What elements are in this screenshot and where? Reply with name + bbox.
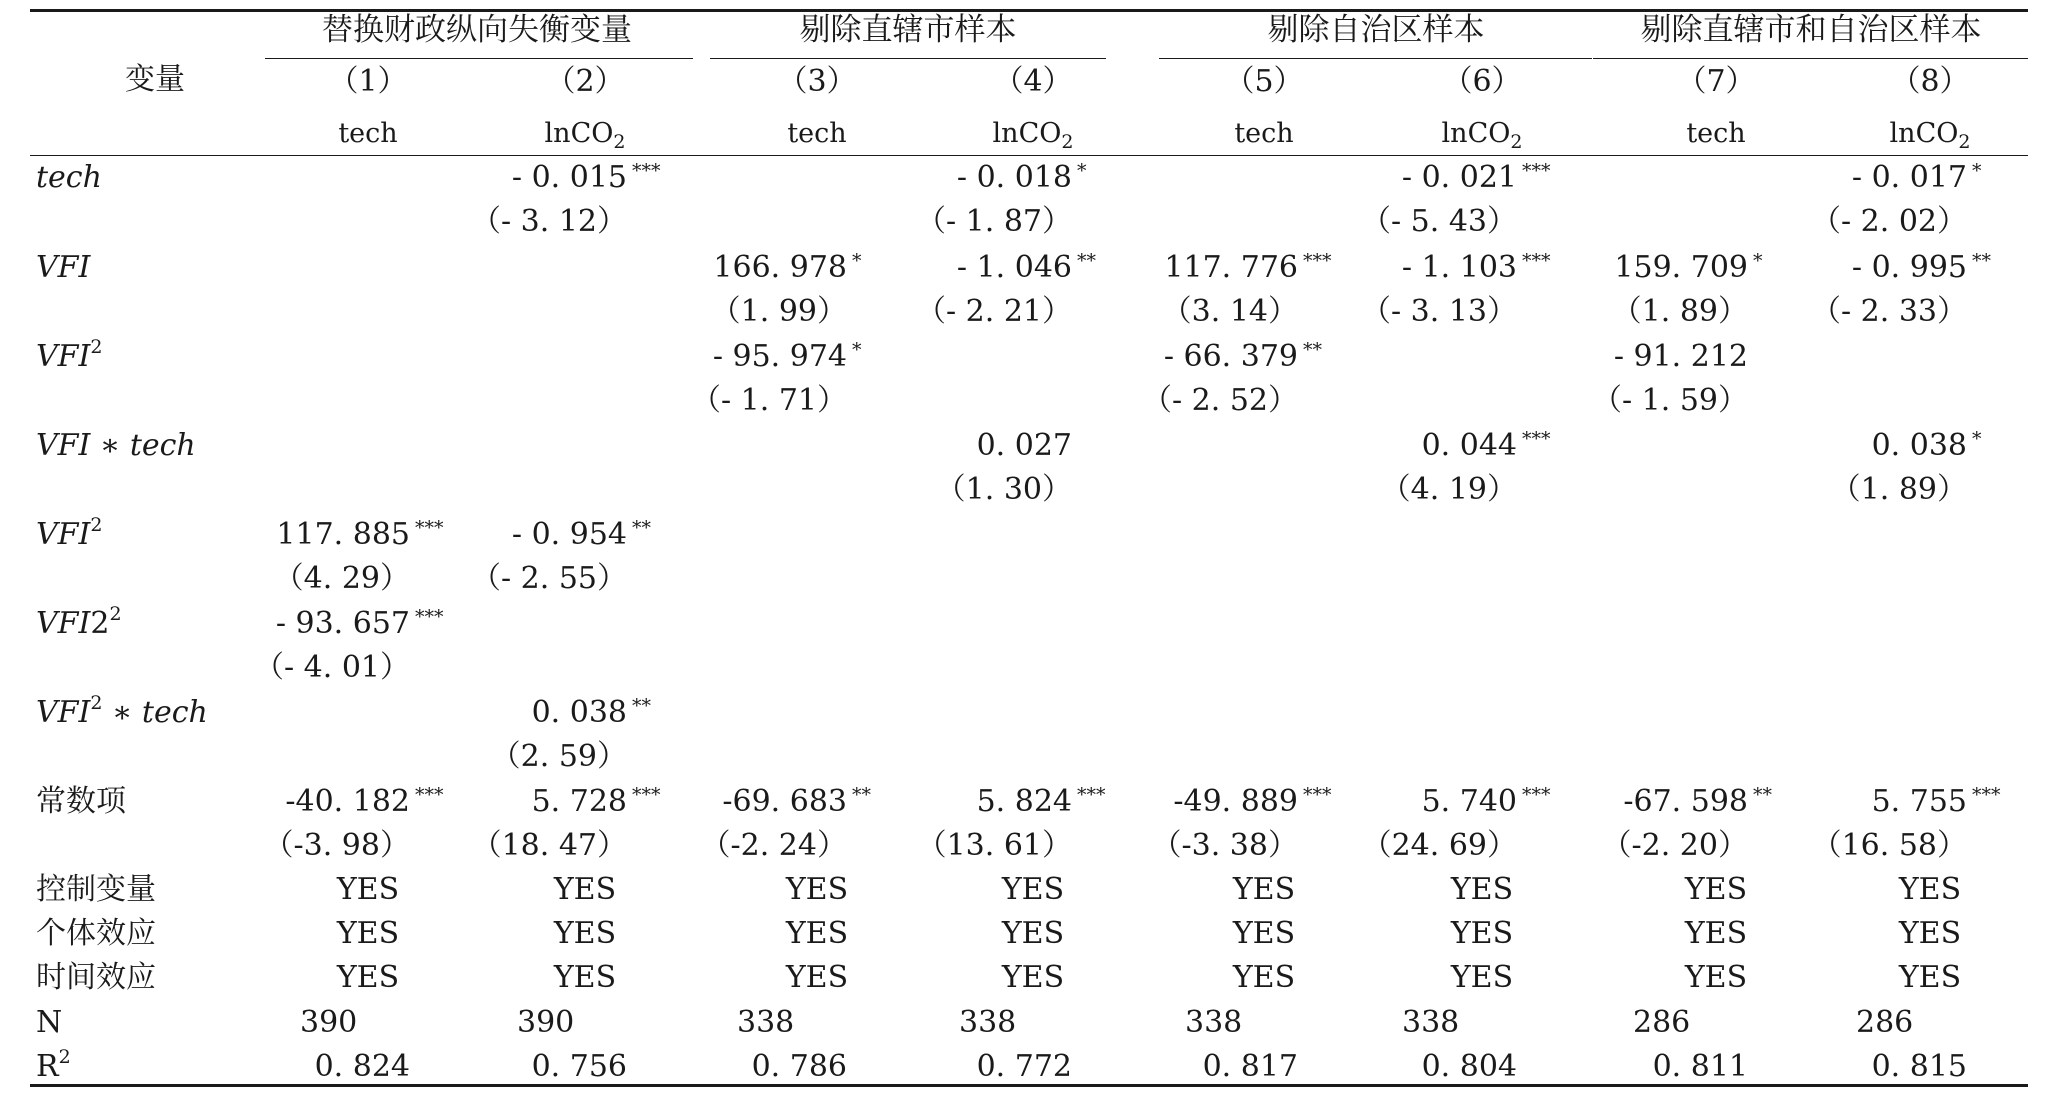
significance-stars: *** xyxy=(1303,250,1332,272)
t-statistic: （-2. 24） xyxy=(700,828,847,863)
header-column-number: （3） xyxy=(777,64,857,99)
coefficient-value: - 95. 974 xyxy=(712,339,847,374)
coefficient-value: - 1. 046 xyxy=(956,250,1072,285)
coefficient-value: 5. 755 xyxy=(1871,784,1967,819)
header-group-4: 剔除直辖市和自治区样本 xyxy=(1640,12,1982,48)
r2-value: 0. 824 xyxy=(314,1049,410,1084)
control-value: YES xyxy=(785,960,849,995)
t-statistic: （18. 47） xyxy=(471,828,627,863)
control-value: YES xyxy=(1684,916,1748,951)
header-group-rule-2 xyxy=(710,58,1106,59)
header-column-number: （2） xyxy=(545,64,625,99)
significance-stars: ** xyxy=(632,695,651,717)
control-value: YES xyxy=(1232,916,1296,951)
coefficient-value: 117. 776 xyxy=(1164,250,1298,285)
t-statistic: （13. 61） xyxy=(916,828,1072,863)
control-value: YES xyxy=(1001,916,1065,951)
control-value: YES xyxy=(553,916,617,951)
significance-stars: * xyxy=(852,250,862,272)
coefficient-value: 117. 885 xyxy=(276,517,410,552)
significance-stars: *** xyxy=(1077,784,1106,806)
coefficient-value: - 0. 018 xyxy=(956,160,1072,195)
coefficient-value: -67. 598 xyxy=(1623,784,1748,819)
control-row-label: 控制变量 xyxy=(36,872,156,907)
header-column-number: （5） xyxy=(1224,64,1304,99)
n-value: 390 xyxy=(517,1005,575,1040)
control-value: YES xyxy=(336,960,400,995)
t-statistic: （-2. 20） xyxy=(1601,828,1748,863)
coefficient-value: 166. 978 xyxy=(713,250,847,285)
significance-stars: *** xyxy=(1303,784,1332,806)
n-value: 390 xyxy=(300,1005,358,1040)
coefficient-value: 0. 038 xyxy=(531,695,627,730)
coefficient-value: 0. 027 xyxy=(976,428,1072,463)
header-group-3: 剔除自治区样本 xyxy=(1267,12,1485,48)
control-value: YES xyxy=(785,872,849,907)
significance-stars: * xyxy=(1077,160,1087,182)
n-value: 338 xyxy=(1402,1005,1460,1040)
t-statistic: （- 2. 02） xyxy=(1810,204,1967,239)
t-statistic: （4. 29） xyxy=(273,561,410,596)
t-statistic: （-3. 98） xyxy=(263,828,410,863)
t-statistic: （- 2. 52） xyxy=(1141,383,1298,418)
t-statistic: （- 3. 12） xyxy=(470,204,627,239)
header-column-number: （6） xyxy=(1442,64,1522,99)
t-statistic: （- 1. 59） xyxy=(1591,383,1748,418)
significance-stars: ** xyxy=(1077,250,1096,272)
significance-stars: *** xyxy=(1522,784,1551,806)
r2-row-label: $R^2$ xyxy=(36,1046,71,1084)
significance-stars: *** xyxy=(1522,428,1551,450)
header-group-rule-4 xyxy=(1593,58,2028,59)
row-label: VFI$^2$ xyxy=(36,336,103,374)
significance-stars: ** xyxy=(1303,339,1322,361)
t-statistic: （- 2. 55） xyxy=(470,561,627,596)
significance-stars: ** xyxy=(852,784,871,806)
significance-stars: * xyxy=(1972,428,1982,450)
control-value: YES xyxy=(1232,960,1296,995)
coefficient-value: 5. 728 xyxy=(531,784,627,819)
t-statistic: （- 2. 21） xyxy=(915,294,1072,329)
t-statistic: （- 1. 71） xyxy=(690,383,847,418)
r2-value: 0. 756 xyxy=(531,1049,627,1084)
row-label: VFI xyxy=(36,250,91,285)
header-group-rule-1 xyxy=(265,58,693,59)
coefficient-value: - 1. 103 xyxy=(1401,250,1517,285)
t-statistic: （24. 69） xyxy=(1361,828,1517,863)
control-value: YES xyxy=(1450,872,1514,907)
t-statistic: （- 5. 43） xyxy=(1360,204,1517,239)
significance-stars: *** xyxy=(632,160,661,182)
r2-value: 0. 817 xyxy=(1202,1049,1298,1084)
n-value: 338 xyxy=(959,1005,1017,1040)
coefficient-value: - 0. 021 xyxy=(1401,160,1517,195)
coefficient-value: - 91. 212 xyxy=(1613,339,1748,374)
significance-stars: *** xyxy=(1972,784,2001,806)
control-value: YES xyxy=(1450,960,1514,995)
row-label: tech xyxy=(36,160,102,195)
n-value: 338 xyxy=(1185,1005,1243,1040)
control-value: YES xyxy=(1001,960,1065,995)
significance-stars: *** xyxy=(1522,250,1551,272)
significance-stars: ** xyxy=(1972,250,1991,272)
control-value: YES xyxy=(1684,960,1748,995)
coefficient-value: - 0. 954 xyxy=(511,517,627,552)
control-value: YES xyxy=(553,960,617,995)
control-value: YES xyxy=(1232,872,1296,907)
header-column-number: （1） xyxy=(328,64,408,99)
n-value: 286 xyxy=(1856,1005,1914,1040)
n-row-label: N xyxy=(36,1005,63,1040)
control-value: YES xyxy=(1001,872,1065,907)
t-statistic: （- 1. 87） xyxy=(915,204,1072,239)
r2-value: 0. 772 xyxy=(976,1049,1072,1084)
significance-stars: *** xyxy=(415,606,444,628)
row-label: 常数项 xyxy=(36,784,126,819)
control-value: YES xyxy=(336,872,400,907)
t-statistic: （- 3. 13） xyxy=(1360,294,1517,329)
significance-stars: *** xyxy=(415,517,444,539)
significance-stars: * xyxy=(1972,160,1982,182)
coefficient-value: - 0. 995 xyxy=(1851,250,1967,285)
significance-stars: ** xyxy=(1753,784,1772,806)
header-group-1: 替换财政纵向失衡变量 xyxy=(322,12,632,48)
t-statistic: （-3. 38） xyxy=(1151,828,1298,863)
header-dependent-variable: lnCO$_2$ xyxy=(1889,118,1971,153)
control-row-label: 个体效应 xyxy=(36,916,156,951)
control-value: YES xyxy=(785,916,849,951)
coefficient-value: -49. 889 xyxy=(1173,784,1298,819)
control-value: YES xyxy=(1898,960,1962,995)
n-value: 338 xyxy=(737,1005,795,1040)
coefficient-value: - 93. 657 xyxy=(275,606,410,641)
significance-stars: ** xyxy=(632,517,651,539)
coefficient-value: -40. 182 xyxy=(285,784,410,819)
t-statistic: （1. 89） xyxy=(1830,472,1967,507)
header-dependent-variable: lnCO$_2$ xyxy=(992,118,1074,153)
header-column-number: （4） xyxy=(993,64,1073,99)
control-value: YES xyxy=(1684,872,1748,907)
control-value: YES xyxy=(1898,916,1962,951)
significance-stars: * xyxy=(852,339,862,361)
t-statistic: （1. 99） xyxy=(710,294,847,329)
coefficient-value: - 0. 015 xyxy=(511,160,627,195)
header-rule xyxy=(30,155,2028,156)
coefficient-value: -69. 683 xyxy=(722,784,847,819)
control-value: YES xyxy=(553,872,617,907)
r2-value: 0. 804 xyxy=(1421,1049,1517,1084)
coefficient-value: 0. 038 xyxy=(1871,428,1967,463)
coefficient-value: 159. 709 xyxy=(1614,250,1748,285)
header-dependent-variable: tech xyxy=(787,118,847,149)
header-group-2: 剔除直辖市样本 xyxy=(799,12,1017,48)
row-label: VFI$^2$ ∗ tech xyxy=(36,692,208,730)
t-statistic: （2. 59） xyxy=(490,739,627,774)
header-dependent-variable: tech xyxy=(1686,118,1746,149)
row-label: VFI ∗ tech xyxy=(36,428,196,463)
t-statistic: （4. 19） xyxy=(1380,472,1517,507)
header-group-rule-3 xyxy=(1159,58,1592,59)
t-statistic: （- 4. 01） xyxy=(253,650,410,685)
header-dependent-variable: lnCO$_2$ xyxy=(544,118,626,153)
regression-table xyxy=(30,0,2028,1096)
coefficient-value: - 0. 017 xyxy=(1851,160,1967,195)
r2-value: 0. 815 xyxy=(1871,1049,1967,1084)
control-value: YES xyxy=(336,916,400,951)
control-row-label: 时间效应 xyxy=(36,960,156,995)
row-label: $VFI2^2$ xyxy=(36,603,122,641)
t-statistic: （1. 89） xyxy=(1611,294,1748,329)
control-value: YES xyxy=(1450,916,1514,951)
significance-stars: *** xyxy=(415,784,444,806)
header-dependent-variable: lnCO$_2$ xyxy=(1441,118,1523,153)
header-column-number: （8） xyxy=(1890,64,1970,99)
coefficient-value: 5. 740 xyxy=(1421,784,1517,819)
significance-stars: *** xyxy=(632,784,661,806)
t-statistic: （3. 14） xyxy=(1161,294,1298,329)
header-dependent-variable: tech xyxy=(1234,118,1294,149)
significance-stars: * xyxy=(1753,250,1763,272)
header-dependent-variable: tech xyxy=(338,118,398,149)
t-statistic: （16. 58） xyxy=(1811,828,1967,863)
header-variable-label: 变量 xyxy=(125,62,185,97)
t-statistic: （1. 30） xyxy=(935,472,1072,507)
t-statistic: （- 2. 33） xyxy=(1810,294,1967,329)
r2-value: 0. 811 xyxy=(1652,1049,1748,1084)
row-label: VFI$^2$ xyxy=(36,514,103,552)
coefficient-value: 5. 824 xyxy=(976,784,1072,819)
coefficient-value: 0. 044 xyxy=(1421,428,1517,463)
header-column-number: （7） xyxy=(1676,64,1756,99)
r2-value: 0. 786 xyxy=(751,1049,847,1084)
control-value: YES xyxy=(1898,872,1962,907)
significance-stars: *** xyxy=(1522,160,1551,182)
n-value: 286 xyxy=(1633,1005,1691,1040)
coefficient-value: - 66. 379 xyxy=(1163,339,1298,374)
